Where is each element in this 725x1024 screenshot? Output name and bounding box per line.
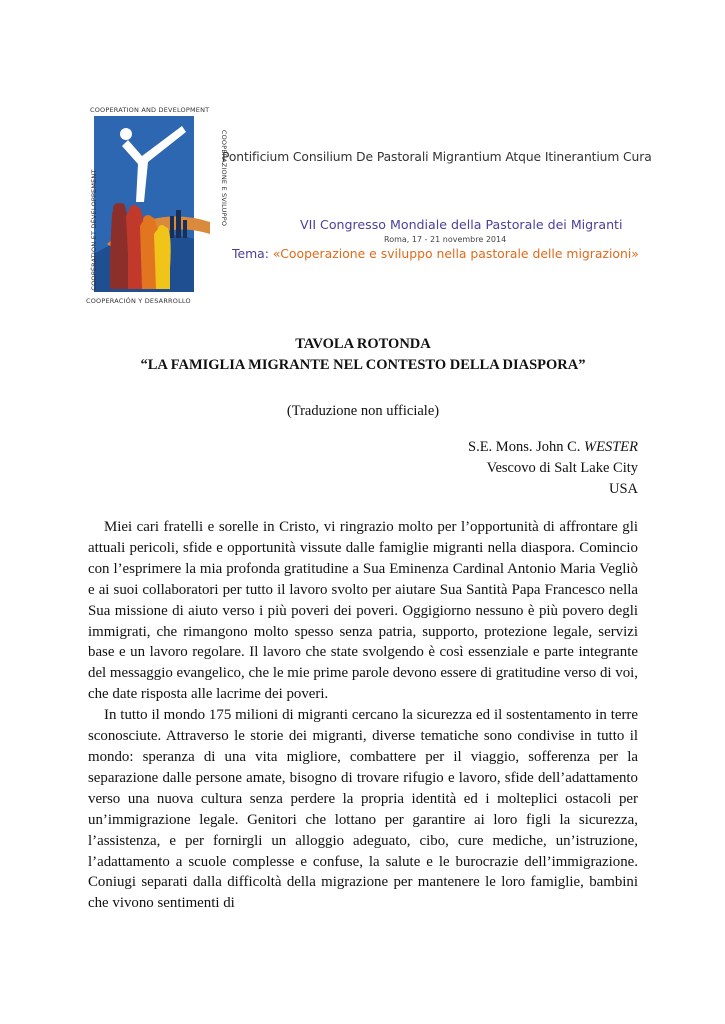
logo-skyline-a [170, 216, 174, 238]
logo-skyline-b [176, 210, 181, 238]
logo-text-right: COOPERAZIONE E SVILUPPO [220, 129, 228, 227]
logo-text-bottom: COOPERACIÓN Y DESARROLLO [86, 297, 191, 305]
logo-skyline-c [183, 220, 187, 238]
logo-person-4-head [158, 225, 166, 233]
theme-label: Tema: [232, 246, 269, 261]
logo-person-1 [110, 203, 129, 289]
logo-text-left: COOPÉRATION ET DÉVELOPPEMENT [90, 169, 98, 291]
speaker-name-prefix: S.E. Mons. John C. [468, 439, 585, 455]
logo-figure-head [120, 128, 132, 140]
document-body [88, 517, 638, 914]
logo-graphic [82, 104, 210, 308]
logo-person-4 [154, 227, 171, 289]
translation-note: (Traduzione non ufficiale) [286, 403, 440, 419]
council-name: Pontificium Consilium De Pastorali Migrantium Atque Itinerantium Cura [222, 150, 652, 164]
document-title-line-1: TAVOLA ROTONDA [295, 336, 431, 352]
speaker-country: USA [608, 481, 638, 497]
speaker-name [468, 439, 638, 456]
congress-title: VII Congresso Mondiale della Pastorale dei Migranti [300, 217, 623, 232]
logo-text-top: COOPERATION AND DEVELOPMENT [90, 106, 210, 114]
paragraph-1: Miei cari fratelli e sorelle in Cristo, vi ringrazio molto per l’opportunità di affrontare gli attuali pericoli, sfide e opportunità vissute dalle famiglie migranti nella diaspora. Comincio con l’esprimere la mia profonda gratitudine a Sua Eminenza Cardinal Antonio Maria Vegliò e ai suoi collaboratori per tutto il lavoro svolto per aiutare Sua Santità Papa Francesco nella Sua missione di aiuto verso i più poveri dei poveri. Oggigiorno nessuno è più povero degli immigrati, che rimangono molto spesso senza patria, supporto, protezione legale, servizi base e un lavoro regolare. Il lavoro che state svolgendo è così essenziale e parte integrante del messaggio evangelico, che le mie prime parole devono essere di gratitudine verso di voi, che date risposta alle lacrime dei poveri. [88, 519, 638, 703]
logo-person-2-head [129, 205, 139, 215]
theme-text: «Cooperazione e sviluppo nella pastorale delle migrazioni» [272, 246, 639, 261]
document-title-line-2: “LA FAMIGLIA MIGRANTE NEL CONTESTO DELLA DIASPORA” [140, 357, 586, 373]
speaker-surname: WESTER [584, 439, 638, 455]
logo-person-1-head [113, 203, 123, 213]
paragraph-2: In tutto il mondo 175 milioni di migranti cercano la sicurezza ed il sostentamento in terre sconosciute. Attraverso le storie dei migranti, diverse tematiche sono condivise in tutto il mondo: speranza di una vita migliore, combattere per il viaggio, sofferenza per la separazione dalle persone amate, bisogno di trovare rifugio e lavoro, sfide dell’adattamento verso una nuova cultura senza perdere la propria identità ed i molteplici ostacoli per un’immigrazione legale. Genitori che lottano per garantire ai loro figli la sicurezza, l’assistenza, e per fornirgli un alloggio adeguato, cibo, cure mediche, un’istruzione, l’adattamento a scuole complesse e confuse, la salute e le burocrazie dell’immigrazione. Coniugi separati dalla difficoltà della migrazione per mantenere le loro famiglie, bambini che vivono sentimenti di [88, 707, 638, 912]
congress-dates: Roma, 17 - 21 novembre 2014 [384, 235, 507, 244]
congress-theme [232, 246, 639, 261]
logo-person-3-head [143, 215, 153, 225]
congress-logo [82, 104, 228, 308]
speaker-role: Vescovo di Salt Lake City [486, 460, 638, 476]
